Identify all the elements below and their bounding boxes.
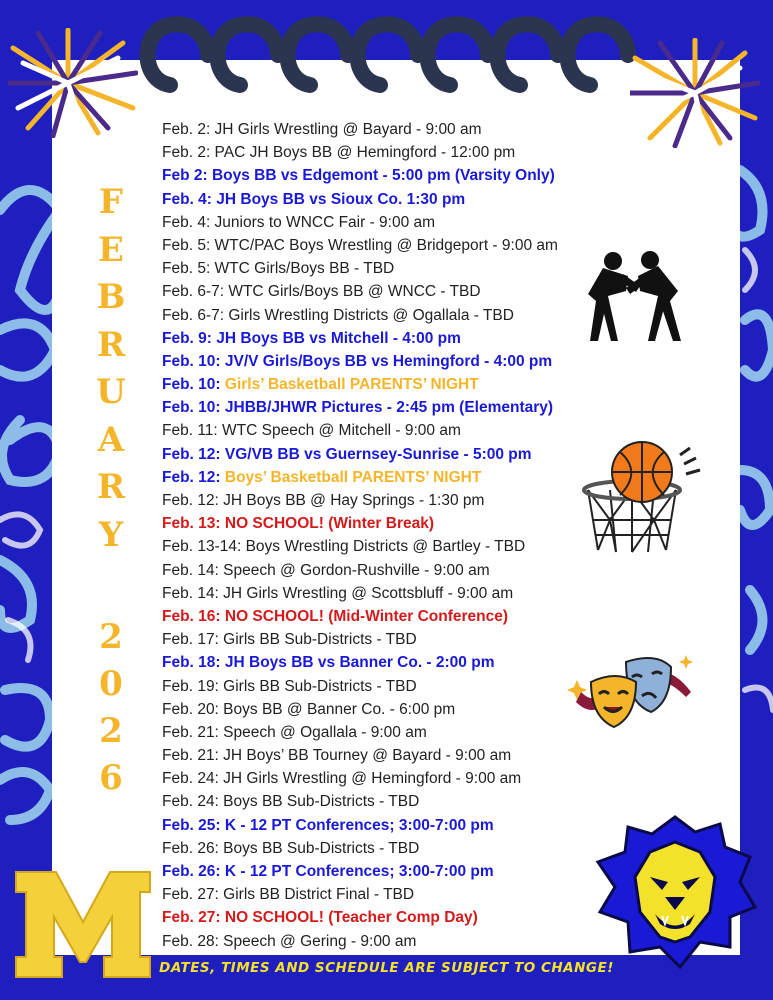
event-item [162,628,732,651]
year-digit: 0 [99,664,123,704]
basketball-hoop-icon [580,440,710,560]
event-text: Feb. 21: Speech @ Ogallala - 9:00 am [162,723,427,741]
event-item [162,350,732,373]
event-text: Feb. 27: Girls BB District Final - TBD [162,886,415,904]
event-text: Feb. 26: K - 12 PT Conferences; 3:00-7:00 pm [162,863,494,880]
month-letter: F [98,182,124,222]
event-text: Feb. 9: JH Boys BB vs Mitchell - 4:00 pm [162,329,461,347]
event-text: Feb. 10: [162,376,225,394]
year-digit: 6 [99,758,123,798]
event-text: Feb. 13-14: Boys Wrestling Districts @ Bartley - TBD [162,538,526,556]
event-text: Feb. 28: Speech @ Gering - 9:00 am [162,932,417,950]
event-text: Feb. 2: PAC JH Boys BB @ Hemingford - 12:00 pm [162,144,516,162]
month-letter: B [96,277,126,317]
month-letter: Y [98,514,124,555]
event-text: Feb. 20: Boys BB @ Banner Co. - 6:00 pm [162,700,456,718]
year-title [90,617,132,808]
event-text: Feb. 24: JH Girls Wrestling @ Hemingford - 9:00 am [162,770,522,788]
event-item [162,211,732,234]
event-text: Feb. 6-7: Girls Wrestling Districts @ Ogallala - TBD [162,306,514,324]
event-item [162,790,732,813]
month-letter: U [96,372,126,412]
event-text: Feb. 4: JH Boys BB vs Sioux Co. 1:30 pm [162,190,466,208]
event-item [162,373,732,396]
event-highlight: Boys’ Basketball PARENTS’ NIGHT [224,468,482,486]
event-text: Feb. 5: WTC Girls/Boys BB - TBD [162,260,395,278]
lion-icon [590,812,760,972]
event-text: Feb. 10: JV/V Girls/Boys BB vs Hemingford - 4:00 pm [162,352,553,370]
event-text: Feb. 21: JH Boys’ BB Tourney @ Bayard - 9:00 am [162,747,512,765]
year-digit: 2 [99,617,123,657]
event-text: Feb. 24: Boys BB Sub-Districts - TBD [162,793,420,811]
disclaimer-footer: DATES, TIMES AND SCHEDULE ARE SUBJECT TO CHANGE! [159,960,614,976]
event-item [162,582,732,605]
event-text: Feb. 19: Girls BB Sub-Districts - TBD [162,677,417,695]
wrestlers-icon [578,246,690,346]
event-text: Feb. 4: Juniors to WNCC Fair - 9:00 am [162,213,436,231]
event-text: Feb. 14: Speech @ Gordon-Rushville - 9:00 am [162,561,490,579]
event-text: Feb. 16: NO SCHOOL! (Mid-Winter Conference) [162,607,509,625]
month-title [90,182,132,565]
event-item [162,141,732,164]
event-text: Feb. 13: NO SCHOOL! (Winter Break) [162,515,435,533]
event-text: Feb. 10: JHBB/JHWR Pictures - 2:45 pm (Elementary) [162,399,554,417]
event-item [162,605,732,628]
event-text: Feb. 12: JH Boys BB @ Hay Springs - 1:30 pm [162,492,485,509]
event-text: Feb 2: Boys BB vs Edgemont - 5:00 pm (Varsity Only) [162,167,555,185]
event-text: Feb. 12: [162,468,225,486]
event-text: Feb. 14: JH Girls Wrestling @ Scottsbluff - 9:00 am [162,584,514,602]
year-digit: 2 [99,711,123,751]
month-letter: A [97,419,125,460]
month-letter: E [98,229,124,270]
event-item [162,164,732,187]
event-text: Feb. 11: WTC Speech @ Mitchell - 9:00 am [162,422,461,440]
event-text: Feb. 17: Girls BB Sub-Districts - TBD [162,631,417,649]
event-item [162,396,732,419]
event-text: Feb. 27: NO SCHOOL! (Teacher Comp Day) [162,909,478,927]
theater-masks-icon [566,652,696,732]
event-item [162,767,732,790]
event-item [162,744,732,767]
event-text: Feb. 18: JH Boys BB vs Banner Co. - 2:00 pm [162,654,495,672]
spiral-binding-icon [130,0,650,120]
event-text: Feb. 12: VG/VB BB vs Guernsey-Sunrise - 5:00 pm [162,445,532,463]
event-text: Feb. 26: Boys BB Sub-Districts - TBD [162,839,420,857]
event-text: Feb. 5: WTC/PAC Boys Wrestling @ Bridgeport - 9:00 am [162,236,558,254]
event-item [162,559,732,582]
event-item [162,188,732,211]
event-highlight: Girls’ Basketball PARENTS’ NIGHT [224,376,479,394]
month-letter: R [96,324,126,365]
pom-pom-icon [8,28,138,138]
month-letter: R [96,467,126,507]
event-text: Feb. 2: JH Girls Wrestling @ Bayard - 9:00 am [162,121,482,138]
event-item [162,118,732,141]
event-text: Feb. 6-7: WTC Girls/Boys BB @ WNCC - TBD [162,283,481,301]
event-text: Feb. 25: K - 12 PT Conferences; 3:00-7:00 pm [162,816,494,834]
